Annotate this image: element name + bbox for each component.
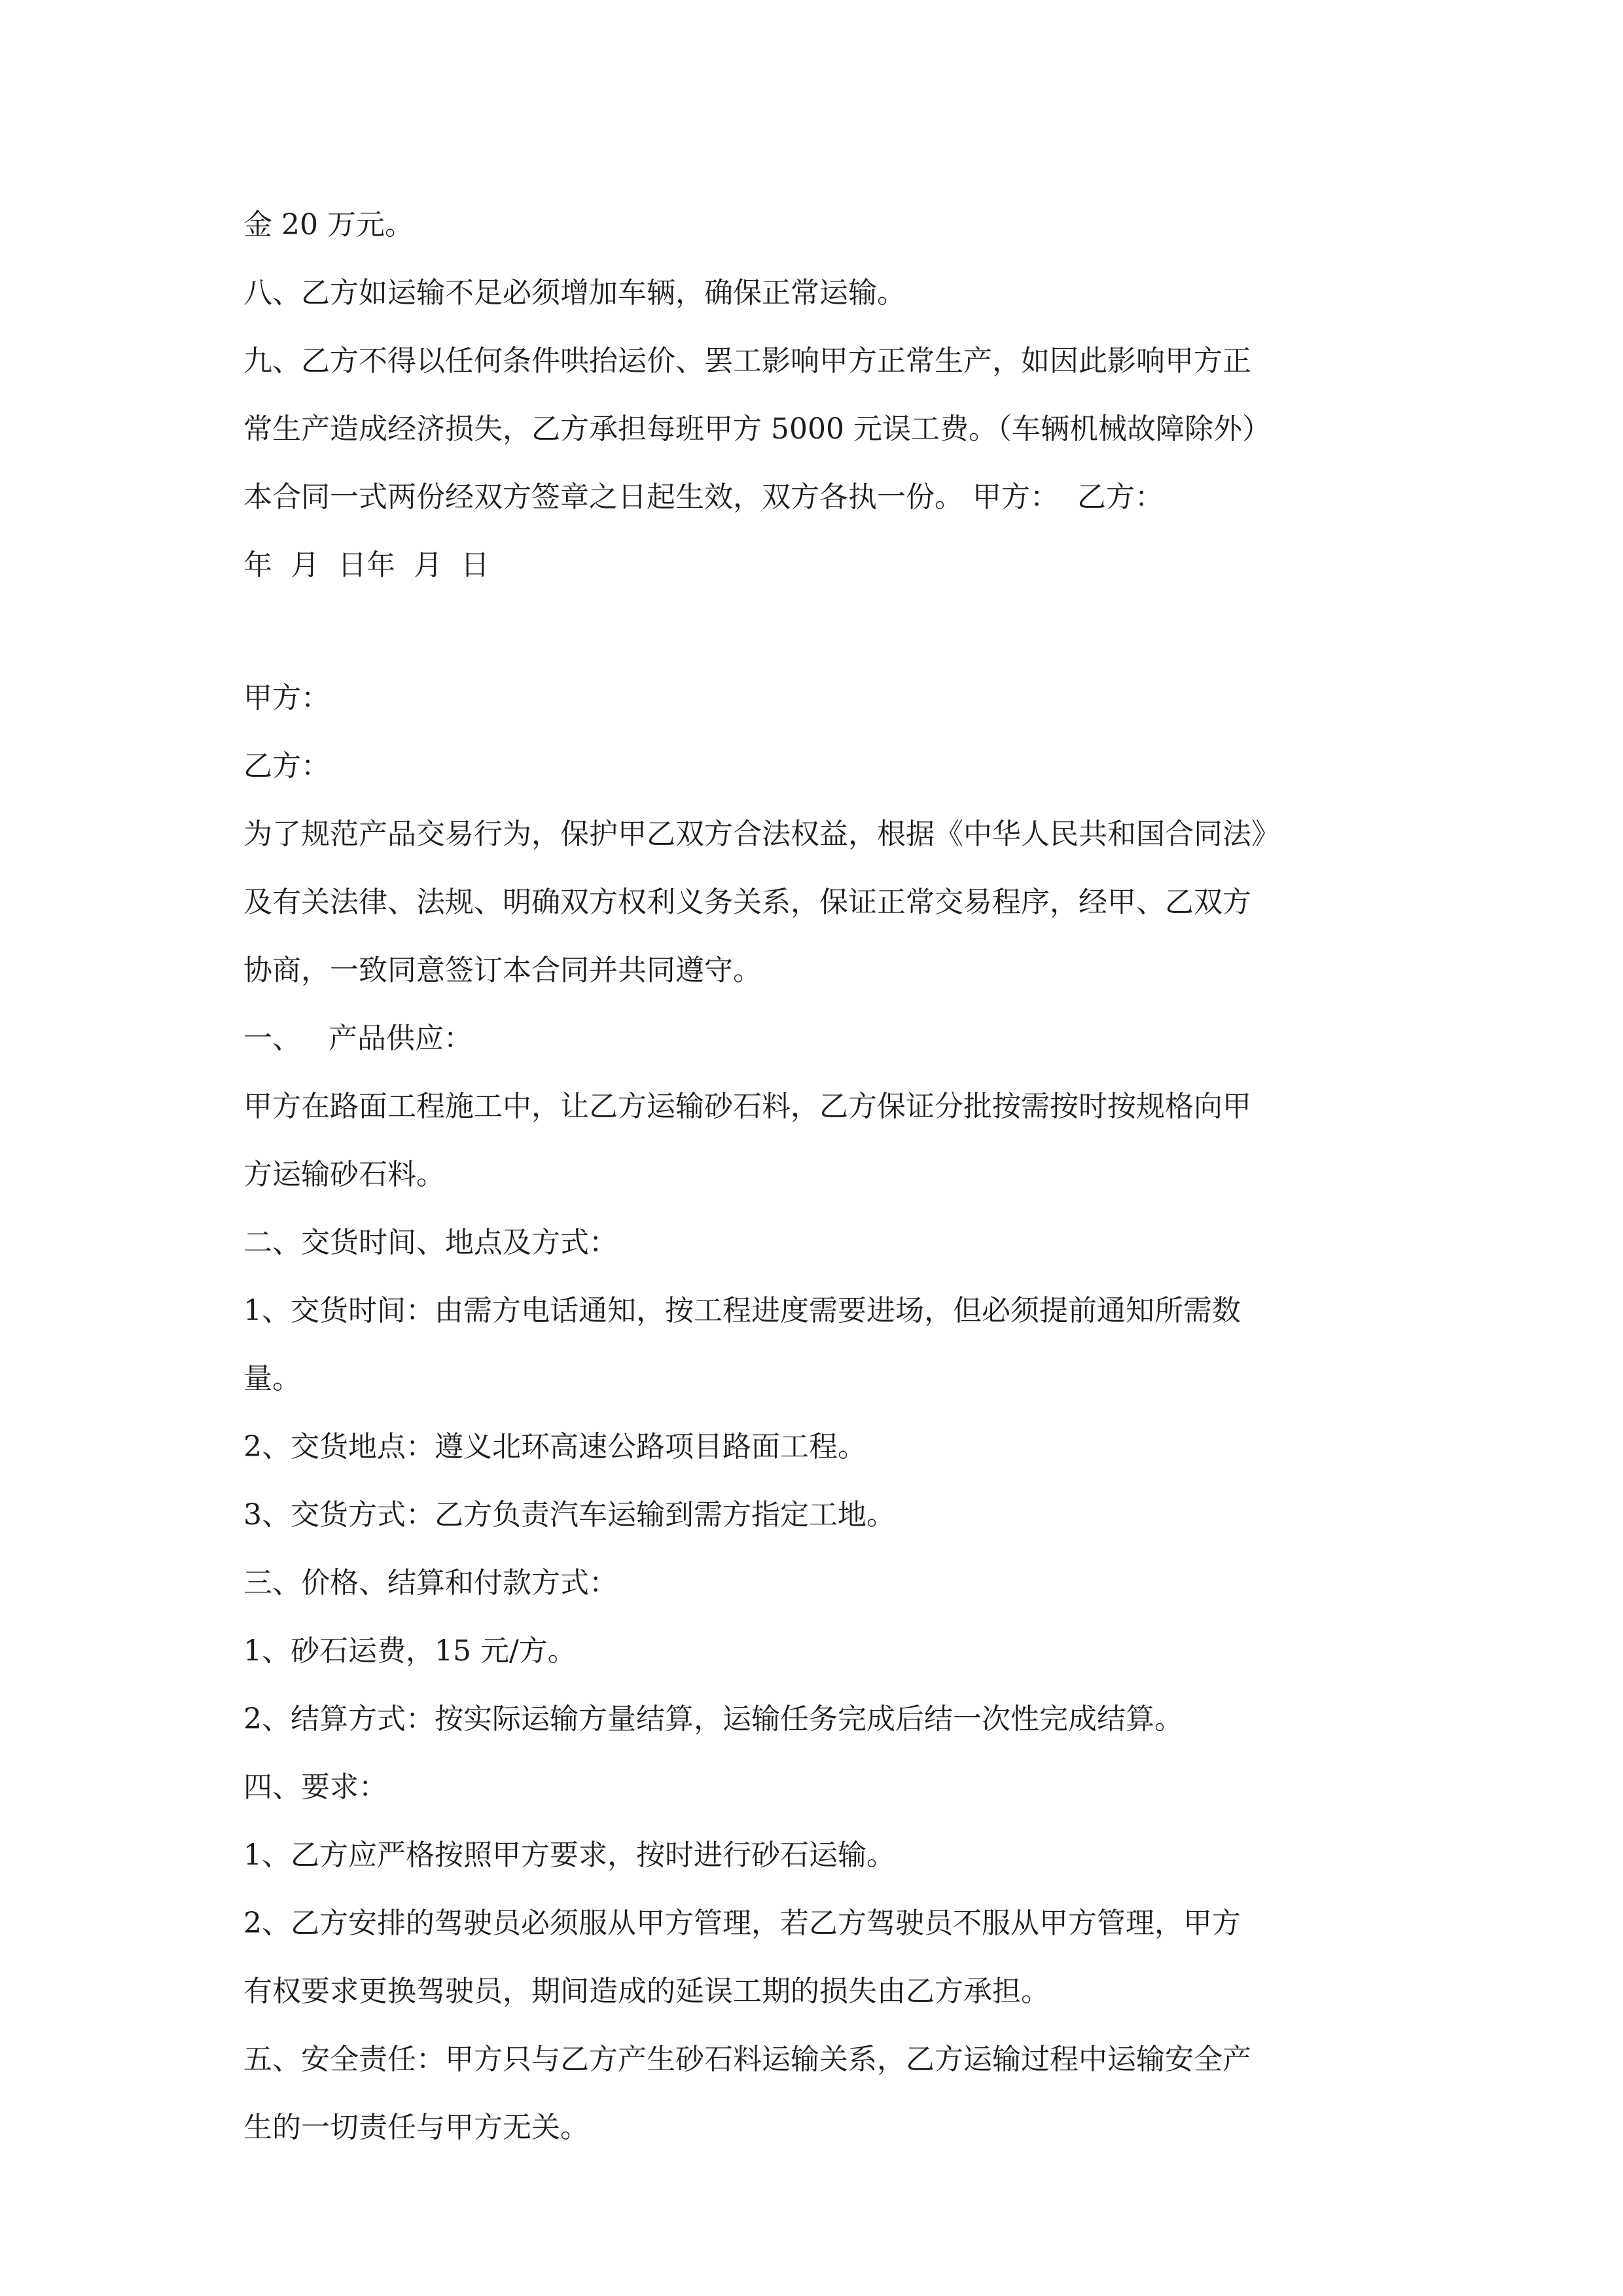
- text-line: 1、乙方应严格按照甲方要求，按时进行砂石运输。: [243, 1839, 895, 1872]
- text-line: 协商，一致同意签订本合同并共同遵守。: [243, 954, 762, 987]
- text-line: 方运输砂石料。: [243, 1158, 445, 1191]
- signature-line: 本合同一式两份经双方签章之日起生效，双方各执一份。 甲方： 乙方：: [243, 480, 1164, 514]
- text-line: 3、交货方式：乙方负责汽车运输到需方指定工地。: [243, 1498, 895, 1532]
- section-heading: 二、交货时间、地点及方式：: [243, 1226, 618, 1259]
- section-heading: 四、要求：: [243, 1770, 387, 1804]
- section-heading: 三、价格、结算和付款方式：: [243, 1566, 618, 1600]
- text-line: 2、乙方安排的驾驶员必须服从甲方管理，若乙方驾驶员不服从甲方管理，甲方: [243, 1907, 1241, 1940]
- text-line: 2、结算方式：按实际运输方量结算，运输任务完成后结一次性完成结算。: [243, 1702, 1183, 1736]
- party-b-label: 乙方：: [243, 749, 330, 783]
- party-a-label: 甲方：: [243, 681, 330, 715]
- text-line: 甲方在路面工程施工中，让乙方运输砂石料，乙方保证分批按需按时按规格向甲: [243, 1090, 1251, 1123]
- section-gap: [243, 600, 1395, 664]
- text-line: 九、乙方不得以任何条件哄抬运价、罢工影响甲方正常生产，如因此影响甲方正: [243, 344, 1251, 378]
- date-line: 年 月 日年 月 日: [243, 548, 490, 582]
- section-heading: 五、安全责任：甲方只与乙方产生砂石料运输关系，乙方运输过程中运输安全产: [243, 2043, 1251, 2076]
- text-line: 1、砂石运费，15 元/方。: [243, 1634, 577, 1668]
- section-heading: 一、 产品供应：: [243, 1022, 473, 1055]
- text-line: 量。: [243, 1362, 301, 1395]
- text-line: 及有关法律、法规、明确双方权利义务关系，保证正常交易程序，经甲、乙双方: [243, 886, 1251, 919]
- document-body: [243, 191, 1395, 2162]
- text-line: 金 20 万元。: [243, 208, 414, 242]
- text-line: 有权要求更换驾驶员，期间造成的延误工期的损失由乙方承担。: [243, 1975, 1050, 2008]
- text-line: 2、交货地点：遵义北环高速公路项目路面工程。: [243, 1430, 866, 1463]
- text-line: 为了规范产品交易行为，保护甲乙双方合法权益，根据《中华人民共和国合同法》: [243, 817, 1280, 851]
- text-line: 八、乙方如运输不足必须增加车辆，确保正常运输。: [243, 276, 906, 310]
- text-line: 生的一切责任与甲方无关。: [243, 2111, 589, 2144]
- text-line: 常生产造成经济损失，乙方承担每班甲方 5000 元误工费。（车辆机械故障除外）: [243, 412, 1271, 446]
- text-line: 1、交货时间：由需方电话通知，按工程进度需要进场，但必须提前通知所需数: [243, 1294, 1241, 1327]
